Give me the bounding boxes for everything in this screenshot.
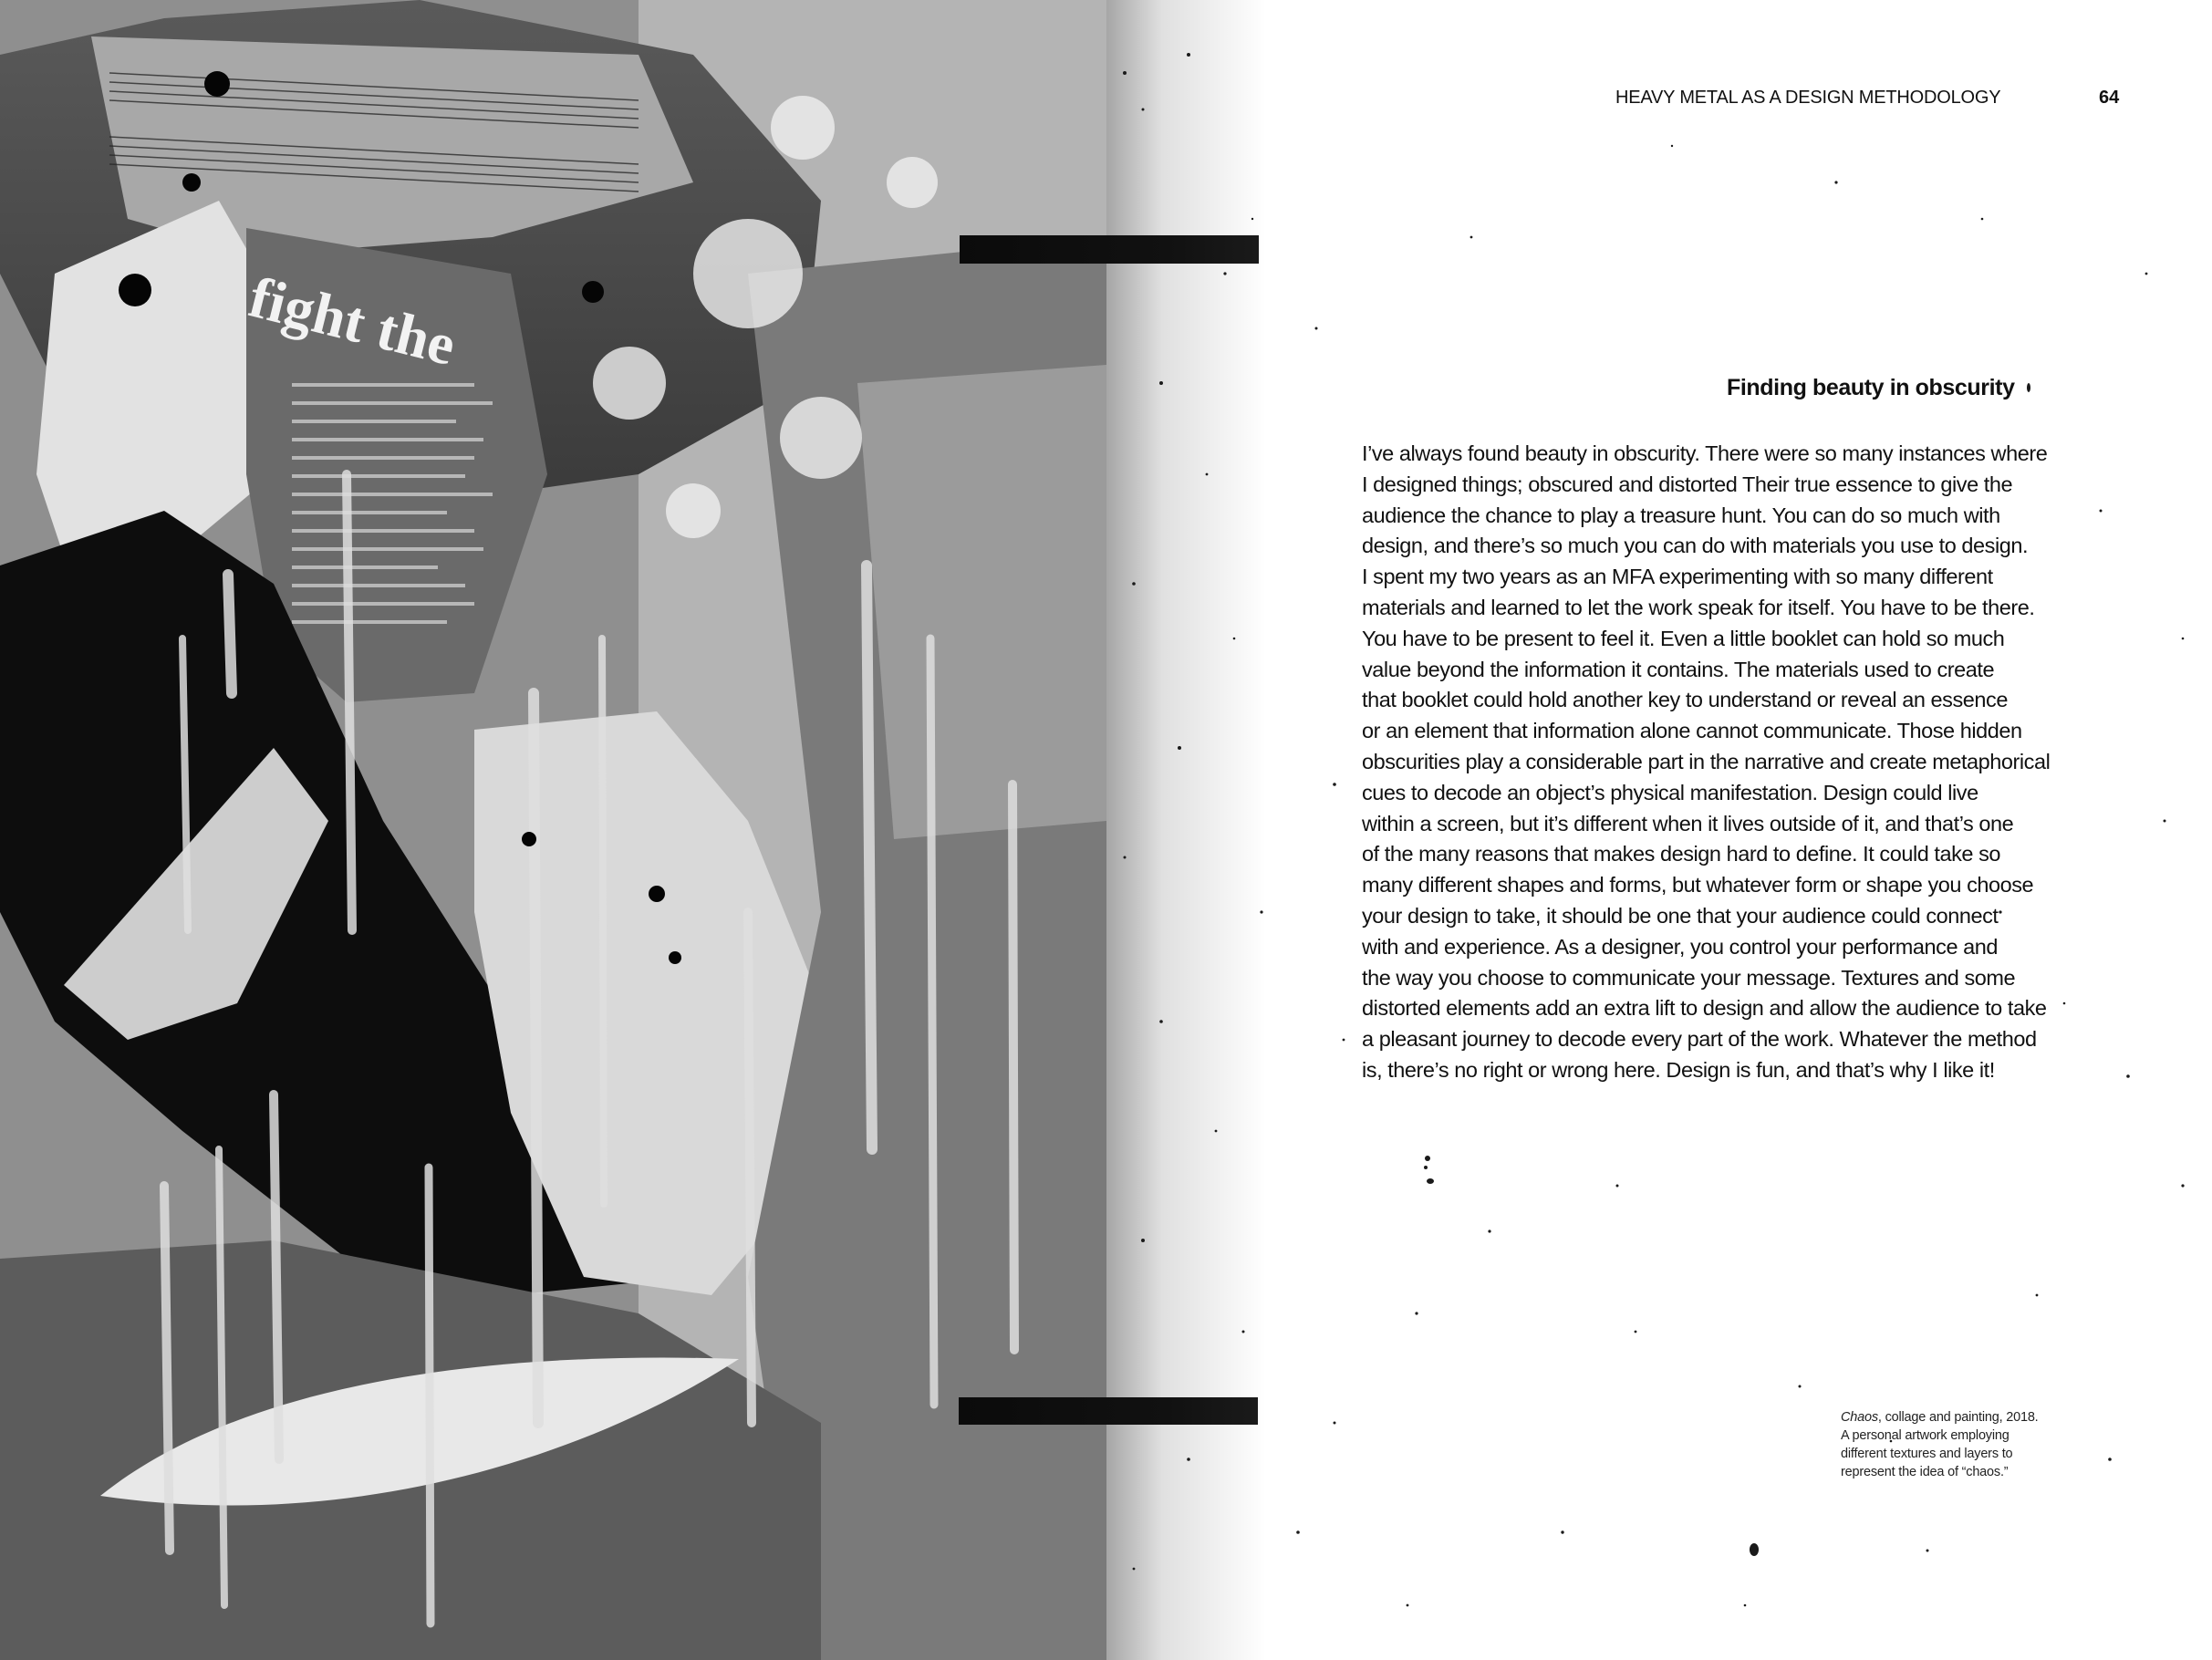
body-line: within a screen, but it’s different when it lives outside of it, and that’s one xyxy=(1362,811,2014,835)
caption-artwork-title: Chaos xyxy=(1841,1410,1878,1425)
body-line: a pleasant journey to decode every part of the work. Whatever the method xyxy=(1362,1027,2037,1052)
body-line: cues to decode an object’s physical manifestation. Design could live xyxy=(1362,780,1978,804)
body-line: audience the chance to play a treasure hunt. You can do so much with xyxy=(1362,503,2000,527)
caption-medium: , collage and painting, 2018. xyxy=(1877,1410,2039,1425)
page-number: 64 xyxy=(2099,88,2120,108)
body-line: You have to be present to feel it. Even a little booklet can hold so much xyxy=(1362,626,2005,650)
caption-line: A personal artwork employing xyxy=(1841,1428,2009,1443)
body-line: value beyond the information it contains. The materials used to create xyxy=(1362,657,1995,681)
section-title: Finding beauty in obscurity xyxy=(1727,375,2015,400)
bottom-binding-bar xyxy=(959,1397,1258,1425)
body-line: is, there’s no right or wrong here. Design is fun, and that’s why I like it! xyxy=(1362,1057,1995,1082)
body-line: materials and learned to let the work speak for itself. You have to be there. xyxy=(1362,595,2035,619)
body-line: your design to take, it should be one that your audience could connect xyxy=(1362,903,1999,928)
body-line: obscurities play a considerable part in the narrative and create metaphorical xyxy=(1362,749,2051,773)
body-line: with and experience. As a designer, you control your performance and xyxy=(1362,934,1999,959)
body-line: I designed things; obscured and distorted Their true essence to give the xyxy=(1362,472,2013,496)
body-line: I spent my two years as an MFA experimenting with so many different xyxy=(1362,565,1993,589)
body-paragraph xyxy=(1362,439,2119,1086)
body-line: distorted elements add an extra lift to design and allow the audience to take xyxy=(1362,996,2047,1021)
body-line: I’ve always found beauty in obscurity. There were so many instances where xyxy=(1362,441,2048,465)
top-binding-bar xyxy=(960,235,1259,264)
caption-line: different textures and layers to xyxy=(1841,1447,2013,1461)
running-head: HEAVY METAL AS A DESIGN METHODOLOGY xyxy=(1615,88,2001,108)
body-line: the way you choose to communicate your message. Textures and some xyxy=(1362,965,2016,990)
body-line: design, and there’s so much you can do with materials you use to design. xyxy=(1362,534,2029,558)
body-line: or an element that information alone cannot communicate. Those hidden xyxy=(1362,719,2022,743)
caption-line: represent the idea of “chaos.” xyxy=(1841,1465,2009,1479)
collage-headline: fight the xyxy=(243,264,462,379)
body-line: that booklet could hold another key to understand or reveal an essence xyxy=(1362,688,2008,712)
text-page xyxy=(1106,0,2212,1660)
body-line: many different shapes and forms, but whatever form or shape you choose xyxy=(1362,873,2034,897)
body-line: of the many reasons that makes design hard to define. It could take so xyxy=(1362,842,2001,866)
figure-caption xyxy=(1841,1408,2078,1481)
caption-line xyxy=(1841,1408,2078,1427)
